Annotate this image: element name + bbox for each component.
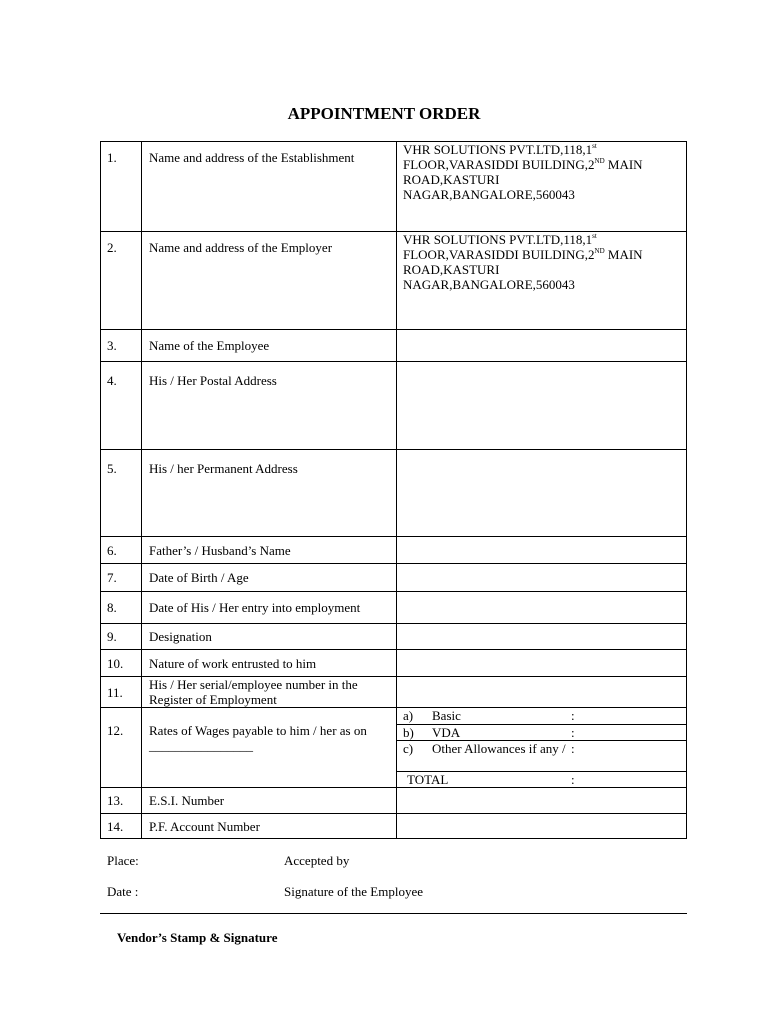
table-row — [101, 232, 687, 330]
wage-letter: c) — [397, 740, 432, 771]
row-label: Father’s / Husband’s Name — [142, 537, 397, 564]
row-number: 1. — [101, 142, 142, 232]
esi-number-field[interactable] — [397, 788, 687, 814]
row-number: 14. — [101, 814, 142, 839]
table-row — [101, 330, 687, 362]
pf-account-field[interactable] — [397, 814, 687, 839]
address-line: VHR SOLUTIONS PVT.LTD,118,1 — [403, 142, 593, 157]
employee-name-field[interactable] — [397, 330, 687, 362]
row-number: 6. — [101, 537, 142, 564]
superscript: st — [592, 231, 597, 240]
row-label: Name and address of the Establishment — [142, 142, 397, 232]
address-line: VHR SOLUTIONS PVT.LTD,118,1 — [403, 232, 593, 247]
row-label: P.F. Account Number — [142, 814, 397, 839]
table-row — [101, 708, 687, 788]
vendor-stamp-label: Vendor’s Stamp & Signature — [117, 930, 278, 945]
date-label: Date : — [107, 884, 139, 899]
divider — [100, 913, 687, 914]
table-row — [101, 814, 687, 839]
address-line: NAGAR,BANGALORE,560043 — [403, 187, 575, 202]
address-line: MAIN — [604, 157, 643, 172]
wage-letter: a) — [397, 708, 432, 724]
wage-name: Basic — [432, 708, 567, 724]
wage-name: Other Allowances if any / — [432, 740, 567, 771]
row-label: Name of the Employee — [142, 330, 397, 362]
row-number: 8. — [101, 592, 142, 624]
wage-letter: b) — [397, 724, 432, 740]
superscript: st — [592, 141, 597, 150]
wages-breakdown — [397, 708, 687, 788]
row-label: His / Her serial/employee number in the Register of Employment — [142, 677, 397, 708]
wages-row — [397, 771, 686, 787]
row-label: E.S.I. Number — [142, 788, 397, 814]
place-label: Place: — [107, 853, 139, 868]
row-number: 12. — [101, 708, 142, 788]
address-line: FLOOR,VARASIDDI BUILDING,2 — [403, 247, 595, 262]
table-row — [101, 788, 687, 814]
table-row — [101, 650, 687, 677]
employer-address — [397, 232, 687, 330]
table-row — [101, 624, 687, 650]
postal-address-field[interactable] — [397, 362, 687, 450]
designation-field[interactable] — [397, 624, 687, 650]
table-row — [101, 450, 687, 537]
accepted-by-label: Accepted by — [284, 853, 350, 868]
entry-date-field[interactable] — [397, 592, 687, 624]
row-number: 2. — [101, 232, 142, 330]
address-line: MAIN — [604, 247, 643, 262]
superscript: ND — [594, 246, 605, 255]
address-line: NAGAR,BANGALORE,560043 — [403, 277, 575, 292]
employee-signature-label: Signature of the Employee — [284, 884, 423, 899]
table-row — [101, 362, 687, 450]
table-row — [101, 677, 687, 708]
row-number: 11. — [101, 677, 142, 708]
row-number: 9. — [101, 624, 142, 650]
row-label: Date of His / Her entry into employment — [142, 592, 397, 624]
row-number: 13. — [101, 788, 142, 814]
row-label: Date of Birth / Age — [142, 564, 397, 592]
table-row — [101, 564, 687, 592]
row-label: Rates of Wages payable to him / her as on ________________ — [142, 708, 397, 788]
wage-value-field[interactable]: : — [567, 724, 686, 740]
document-title: APPOINTMENT ORDER — [287, 104, 481, 123]
row-number: 3. — [101, 330, 142, 362]
row-number: 10. — [101, 650, 142, 677]
wage-name: VDA — [432, 724, 567, 740]
table-row — [101, 142, 687, 232]
dob-age-field[interactable] — [397, 564, 687, 592]
address-line: ROAD,KASTURI — [403, 172, 500, 187]
table-row — [101, 537, 687, 564]
row-number: 7. — [101, 564, 142, 592]
wages-row — [397, 740, 686, 771]
serial-number-field[interactable] — [397, 677, 687, 708]
row-label: His / Her Postal Address — [142, 362, 397, 450]
wage-value-field[interactable]: : — [567, 708, 686, 724]
address-line: ROAD,KASTURI — [403, 262, 500, 277]
father-husband-name-field[interactable] — [397, 537, 687, 564]
establishment-address — [397, 142, 687, 232]
row-number: 4. — [101, 362, 142, 450]
row-label: Nature of work entrusted to him — [142, 650, 397, 677]
row-label: Designation — [142, 624, 397, 650]
address-line: FLOOR,VARASIDDI BUILDING,2 — [403, 157, 595, 172]
table-row — [101, 592, 687, 624]
row-label: Name and address of the Employer — [142, 232, 397, 330]
row-label: His / her Permanent Address — [142, 450, 397, 537]
superscript: ND — [594, 156, 605, 165]
permanent-address-field[interactable] — [397, 450, 687, 537]
wage-value-field[interactable]: : — [567, 740, 686, 771]
wages-table — [397, 708, 686, 787]
nature-of-work-field[interactable] — [397, 650, 687, 677]
wages-row — [397, 708, 686, 724]
appointment-form-table — [100, 141, 687, 839]
wages-row — [397, 724, 686, 740]
wage-total-label: TOTAL — [407, 771, 449, 787]
row-number: 5. — [101, 450, 142, 537]
wage-total-field[interactable]: : — [571, 771, 575, 787]
